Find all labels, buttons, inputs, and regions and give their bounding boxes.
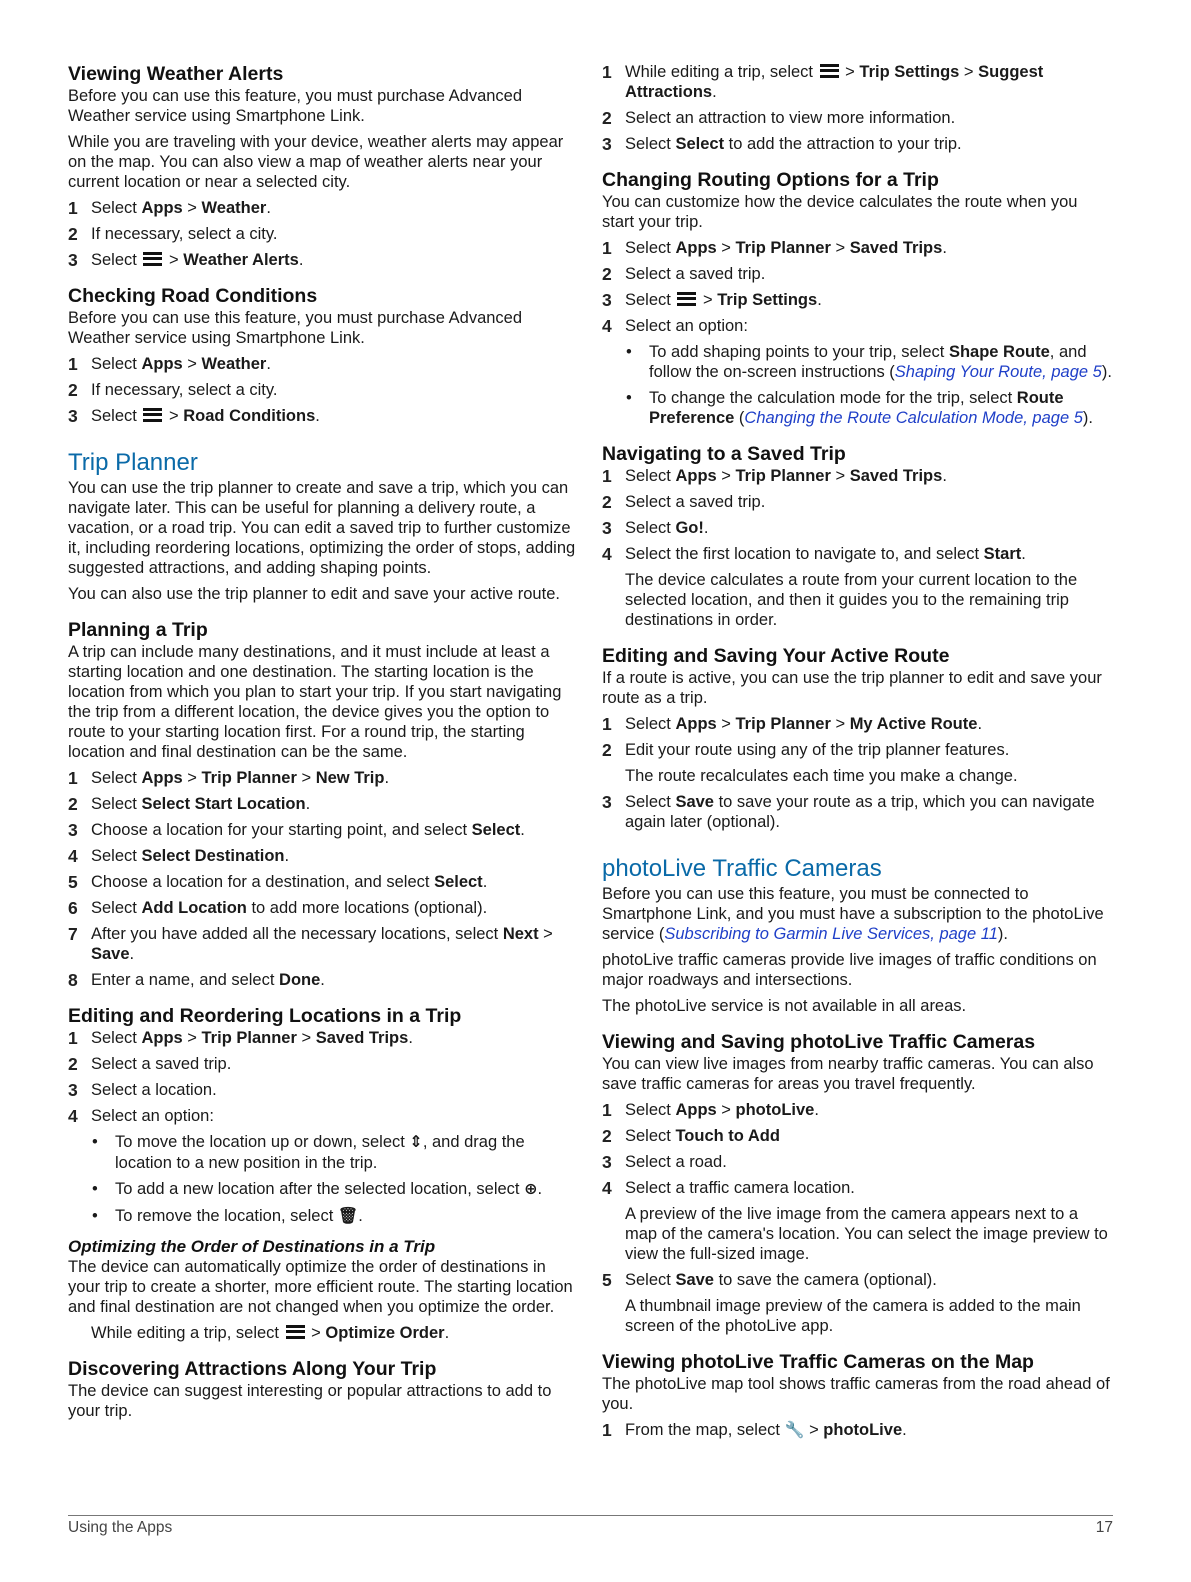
paragraph: A trip can include many destinations, and it must include at least a starting location and one destination. The starting location is the location from which you plan to start your trip. If you start navigating the trip from a different location, the device gives you the option to route to your starting location first. For a round trip, the starting location and final destination can be the same. [68, 643, 562, 761]
step-note: A preview of the live image from the camera appears next to a map of the camera's location. You can select the image preview to view the full-sized image. [625, 1205, 1108, 1263]
paragraph: You can view live images from nearby traffic cameras. You can also save traffic cameras for areas you travel frequently. [602, 1055, 1094, 1093]
menu-icon [677, 292, 696, 306]
link-live-services[interactable]: Subscribing to Garmin Live Services, page 11 [664, 925, 998, 943]
step: 3 Select > Weather Alerts. [68, 250, 304, 270]
step-note: A thumbnail image preview of the camera is added to the main screen of the photoLive app. [625, 1297, 1081, 1335]
section-title-trip-planner: Trip Planner [68, 449, 198, 476]
page-footer [68, 1515, 1113, 1536]
bullet-item: • To move the location up or down, select ⇕, and drag the location to a new position in the trip. [68, 1132, 580, 1173]
step: 4 Select an option: [602, 316, 748, 336]
step: 1 Select Apps > Weather. [68, 198, 271, 218]
menu-icon [143, 408, 162, 422]
section-title-photolive: photoLive Traffic Cameras [602, 855, 882, 882]
heading-weather-alerts: Viewing Weather Alerts [68, 63, 284, 85]
paragraph: While you are traveling with your device, weather alerts may appear on the map. You can also view a map of weather alerts near your current location or near a selected city. [68, 133, 564, 191]
link-calculation-mode[interactable]: Changing the Route Calculation Mode, page 5 [744, 409, 1083, 427]
bullet-item: • To remove the location, select 🗑. [68, 1206, 580, 1227]
step: 2 Select a saved trip. [602, 492, 766, 512]
step-note: The device calculates a route from your current location to the selected location, and then it guides you to the remaining trip destinations in order. [625, 571, 1078, 629]
step: 1 While editing a trip, select > Trip Settings > Suggest Attractions. [602, 62, 1044, 101]
step: 2 Select Select Start Location. [68, 794, 311, 814]
step: 1 Select Apps > Trip Planner > New Trip. [68, 768, 390, 788]
step: 7 After you have added all the necessary locations, select Next > Save. [68, 924, 553, 963]
step: 3 Select Go!. [602, 518, 709, 538]
heading-discovering-attractions: Discovering Attractions Along Your Trip [68, 1358, 437, 1380]
left-column [68, 62, 580, 1421]
step: 3 Select a road. [602, 1152, 727, 1172]
step: 1 From the map, select 🔧 > photoLive. [602, 1420, 907, 1440]
step: 3 Select > Trip Settings. [602, 290, 822, 310]
step: 2 Select an attraction to view more information. [602, 108, 956, 128]
step: 2 Select a saved trip. [68, 1054, 232, 1074]
menu-icon [286, 1325, 305, 1339]
step: 2 Select a saved trip. [602, 264, 766, 284]
paragraph: The device can suggest interesting or popular attractions to add to your trip. [68, 1382, 552, 1420]
page-number: 17 [1095, 1519, 1113, 1536]
heading-planning-trip: Planning a Trip [68, 619, 208, 641]
paragraph: The photoLive service is not available in all areas. [602, 997, 967, 1015]
heading-optimizing-order: Optimizing the Order of Destinations in a Trip [68, 1237, 436, 1256]
heading-viewing-saving-cameras: Viewing and Saving photoLive Traffic Cameras [602, 1031, 1036, 1053]
step: 1 Select Apps > Trip Planner > Saved Trips. [602, 238, 947, 258]
menu-icon [820, 64, 839, 78]
heading-routing-options: Changing Routing Options for a Trip [602, 169, 939, 191]
paragraph: You can customize how the device calculates the route when you start your trip. [602, 193, 1078, 231]
footer-section-name: Using the Apps [68, 1519, 173, 1536]
paragraph: Before you can use this feature, you must be connected to Smartphone Link, and you must have a subscription to the photoLive service (Subscribing to Garmin Live Services, page 11). [602, 885, 1104, 943]
bullet-item: • To change the calculation mode for the trip, select Route Preference (Changing the Route Calculation Mode, page 5). [602, 388, 1114, 428]
step: 4 Select an option: [68, 1106, 214, 1126]
step: 8 Enter a name, and select Done. [68, 970, 325, 990]
step: 1 Select Apps > Trip Planner > Saved Trips. [68, 1028, 413, 1048]
right-column [602, 62, 1114, 1441]
paragraph: You can use the trip planner to create and save a trip, which you can navigate later. This can be useful for planning a delivery route, a vacation, or a road trip. You can edit a saved trip to further customize it, including reordering locations, optimizing the order of stops, adding suggested attractions, and adding shaping points. [68, 479, 576, 577]
step: 1 Select Apps > Weather. [68, 354, 271, 374]
step: 1 Select Apps > Trip Planner > My Active Route. [602, 714, 983, 734]
step: 3 Select Save to save your route as a trip, which you can navigate again later (optional). [602, 792, 1095, 831]
step: 5 Choose a location for a destination, and select Select. [68, 872, 488, 892]
heading-active-route: Editing and Saving Your Active Route [602, 645, 950, 667]
paragraph: The device can automatically optimize the order of destinations in your trip to create a shorter, more efficient route. The starting location and final destination are not changed when you optimize the order. [68, 1258, 573, 1316]
paragraph: Before you can use this feature, you must purchase Advanced Weather service using Smartphone Link. [68, 309, 523, 347]
step: 1 Select Apps > Trip Planner > Saved Trips. [602, 466, 947, 486]
step: 4 Select a traffic camera location. [602, 1178, 855, 1198]
step: 3 Select a location. [68, 1080, 217, 1100]
move-arrows-icon: ⇕ [409, 1134, 423, 1151]
step: 3 Select Select to add the attraction to your trip. [602, 134, 962, 154]
step: 3 Select > Road Conditions. [68, 406, 320, 426]
paragraph: Before you can use this feature, you must purchase Advanced Weather service using Smartphone Link. [68, 87, 523, 125]
bullet-item: • To add a new location after the selected location, select ⊕. [68, 1179, 580, 1200]
step: 2 Edit your route using any of the trip planner features. [602, 740, 1010, 760]
step: 2 Select Touch to Add [602, 1126, 780, 1146]
paragraph: The photoLive map tool shows traffic cameras from the road ahead of you. [602, 1375, 1110, 1413]
step: 6 Select Add Location to add more locations (optional). [68, 898, 488, 918]
paragraph: If a route is active, you can use the trip planner to edit and save your route as a trip. [602, 669, 1102, 707]
heading-editing-reordering: Editing and Reordering Locations in a Trip [68, 1005, 462, 1027]
wrench-icon: 🔧 [784, 1422, 805, 1439]
step: 2 If necessary, select a city. [68, 224, 278, 244]
step: 2 If necessary, select a city. [68, 380, 278, 400]
paragraph: photoLive traffic cameras provide live images of traffic conditions on major roadways and intersections. [602, 951, 1097, 989]
bullet-item: • To add shaping points to your trip, select Shape Route, and follow the on-screen instructions (Shaping Your Route, page 5). [602, 342, 1114, 382]
step: 5 Select Save to save the camera (optional). [602, 1270, 937, 1290]
add-circle-icon: ⊕ [524, 1181, 538, 1198]
step: 4 Select Select Destination. [68, 846, 290, 866]
step: 4 Select the first location to navigate to, and select Start. [602, 544, 1026, 564]
heading-road-conditions: Checking Road Conditions [68, 285, 318, 307]
link-shaping-route[interactable]: Shaping Your Route, page 5 [894, 363, 1102, 381]
step: 3 Choose a location for your starting point, and select Select. [68, 820, 525, 840]
instruction-line: While editing a trip, select > Optimize Order. [91, 1324, 450, 1342]
menu-icon [143, 252, 162, 266]
paragraph: You can also use the trip planner to edit and save your active route. [68, 585, 560, 603]
step-note: The route recalculates each time you make a change. [625, 767, 1018, 785]
step: 1 Select Apps > photoLive. [602, 1100, 819, 1120]
heading-cameras-on-map: Viewing photoLive Traffic Cameras on the Map [602, 1351, 1034, 1373]
trash-icon: 🗑 [337, 1208, 359, 1225]
heading-navigating-saved-trip: Navigating to a Saved Trip [602, 443, 846, 465]
